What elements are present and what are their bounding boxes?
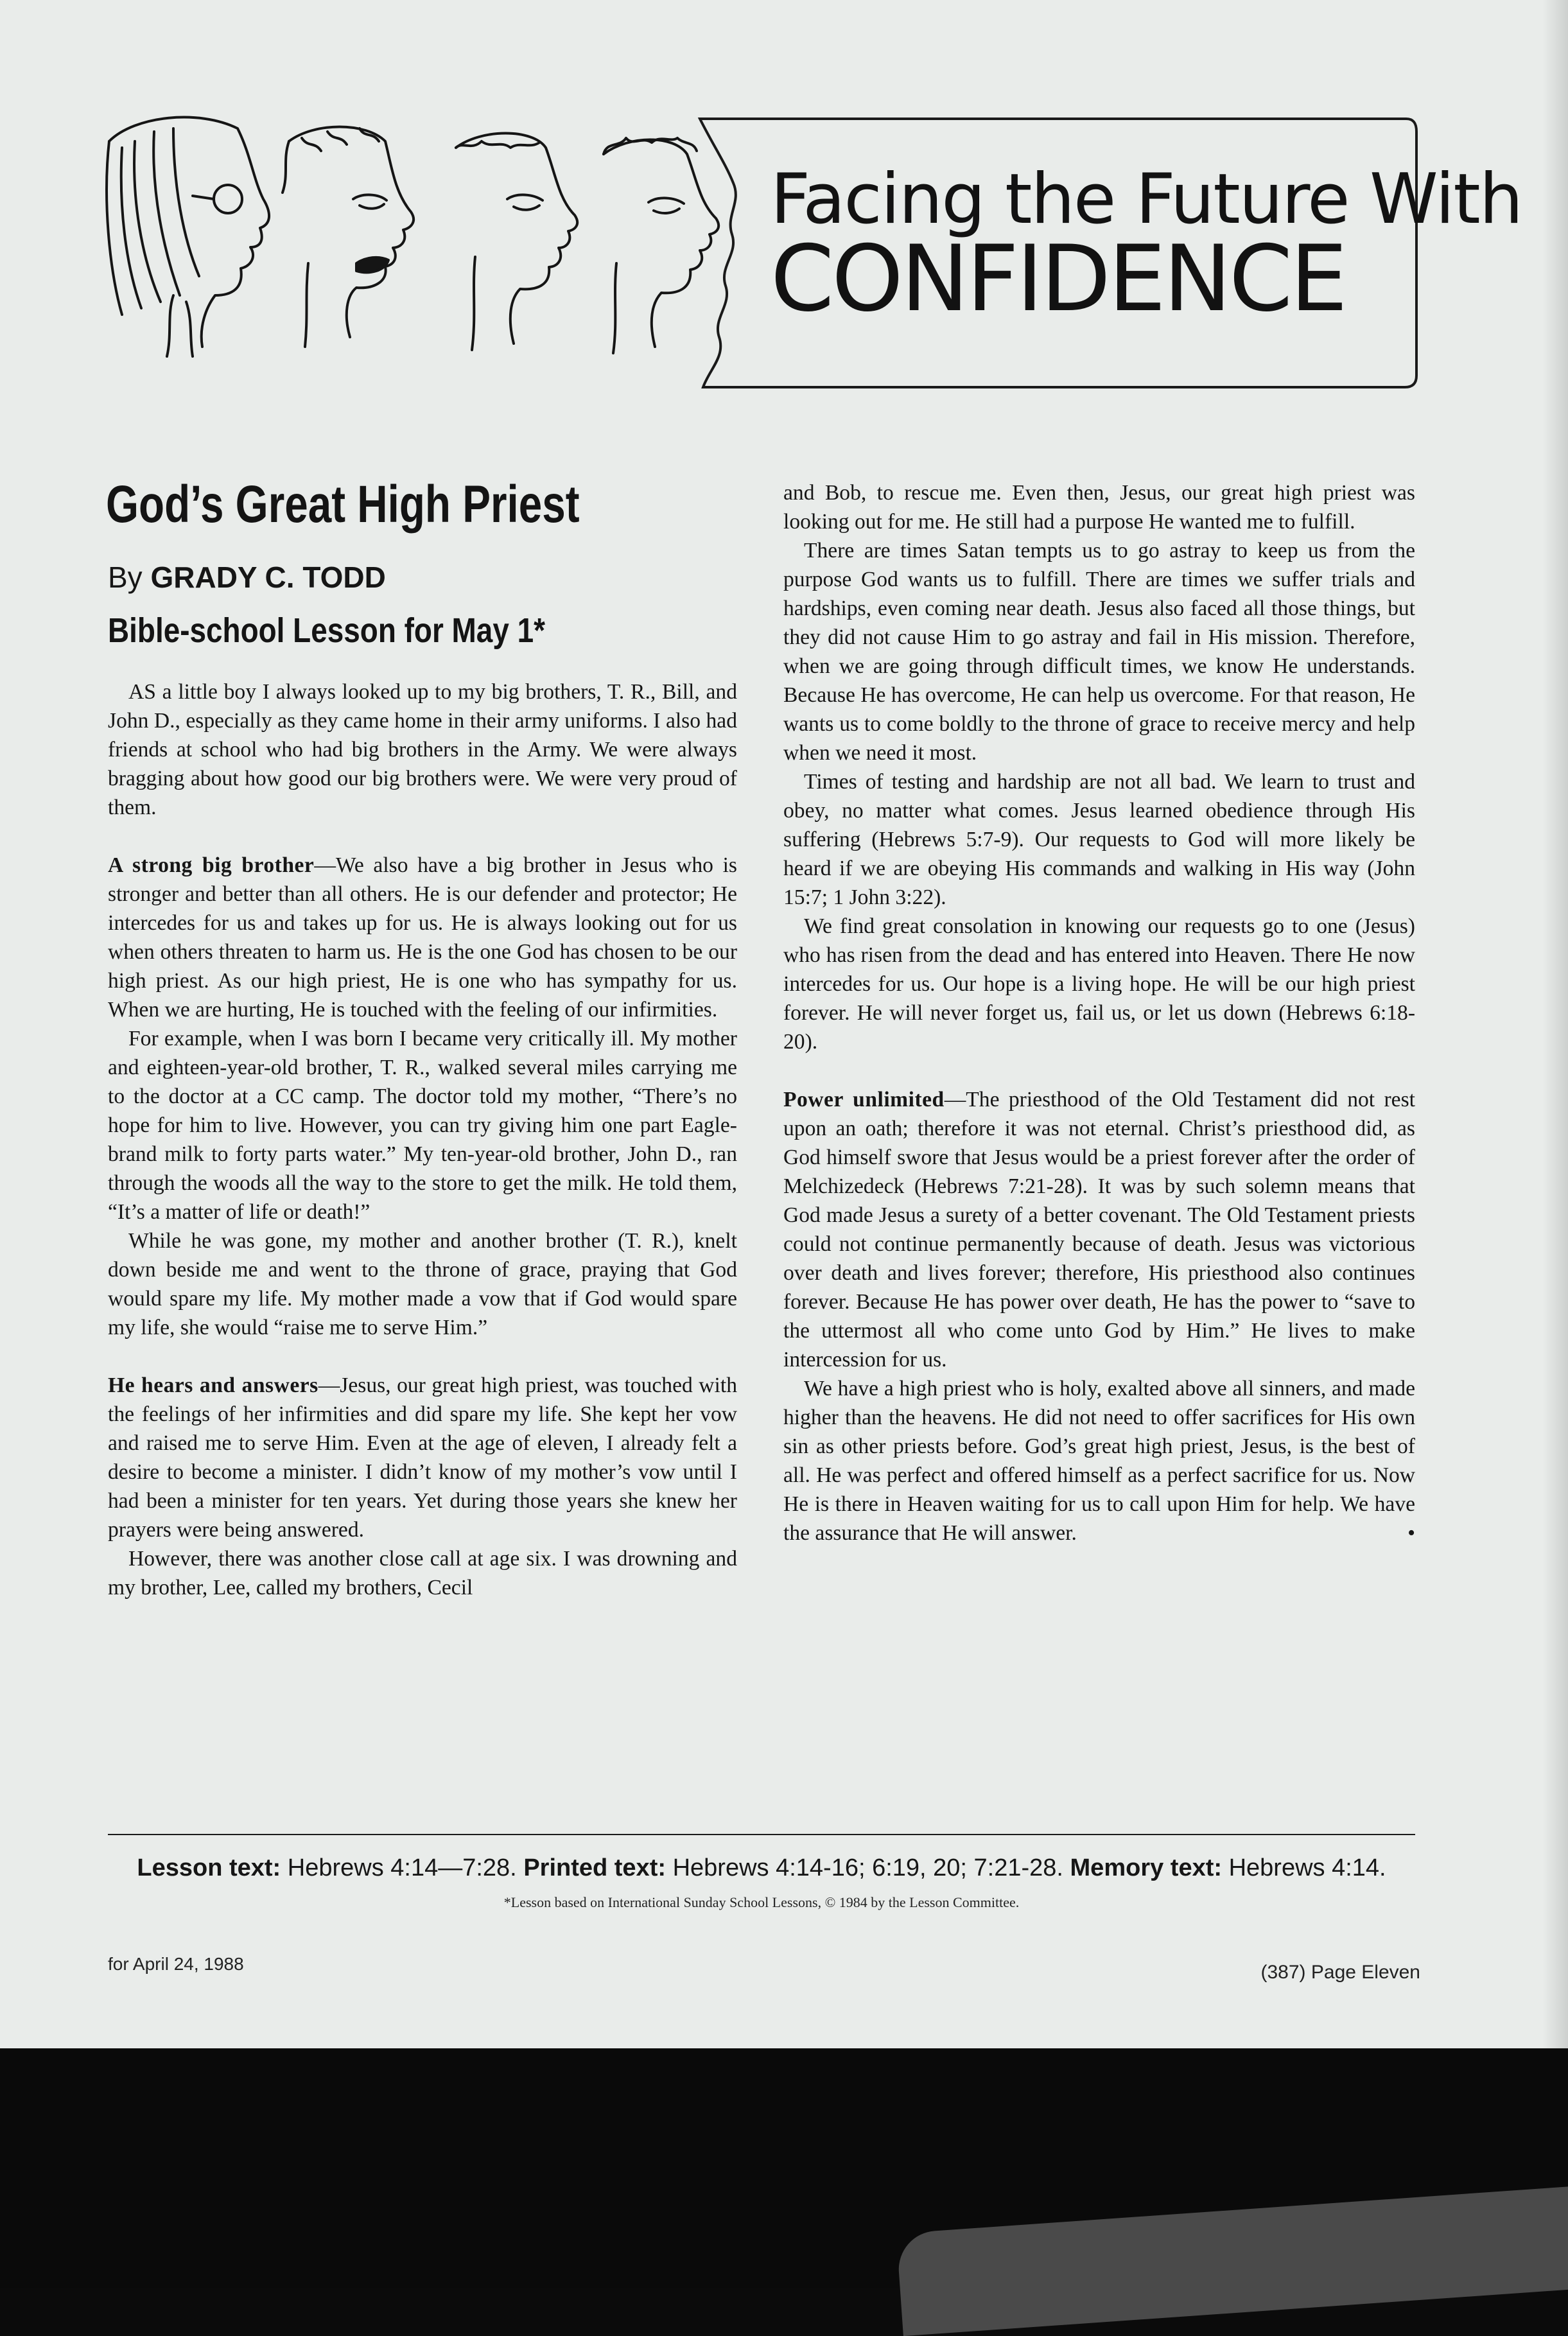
paragraph: A strong big brother—We also have a big brother in Jesus who is stronger and better than all others. He is our defender and protector; He intercedes for us and takes up for us. He is always looking out for us when others threaten to harm us. He is the one God has chosen to be our high priest. As our high priest, He is one who has sympathy for us. When we are hurting, He is touched with the feeling of our infirmities. bbox=[108, 853, 737, 1022]
paragraph: and Bob, to rescue me. Even then, Jesus, our great high priest was looking out for me. He still had a purpose He wanted me to fulfill. bbox=[783, 481, 1415, 534]
printed-text: Hebrews 4:14-16; 6:19, 20; 7:21-28. bbox=[672, 1854, 1063, 1881]
paragraph: There are times Satan tempts us to go astray to keep us from the purpose God wants us to fulfill. There are times we suffer trials and hardships, even coming near death. Jesus also faced all those things, but they did not cause Him to go astray and fail in His mission. Therefore, when we are going through difficult times, we know He understands. Because He has overcome, He can help us overcome. For that reason, He wants us to come boldly to the throne of grace to receive mercy and help when we need it most. bbox=[783, 539, 1415, 765]
scanner-edge bbox=[896, 2184, 1568, 2336]
page-edge-shadow bbox=[1542, 0, 1568, 2048]
paragraph: However, there was another close call at age six. I was drowning and my brother, Lee, called my brothers, Cecil bbox=[108, 1547, 737, 1599]
paragraph: While he was gone, my mother and another brother (T. R.), knelt down beside me and went to the throne of grace, praying that God would spare my life. My mother made a vow that if God would spare my life, she would “raise me to serve Him.” bbox=[108, 1229, 737, 1339]
right-column bbox=[783, 478, 1415, 1547]
lesson-heading: Bible-school Lesson for May 1* bbox=[108, 611, 545, 650]
memory-text: Hebrews 4:14. bbox=[1228, 1854, 1386, 1881]
banner-title-line2: CONFIDENCE bbox=[771, 226, 1345, 332]
paragraph: Times of testing and hardship are not all bad. We learn to trust and obey, no matter what comes. Jesus learned obedience through His suffering (Hebrews 5:7-9). Our requests to God will more likely be heard if we are obeying His commands and walking in His way (John 15:7; 1 John 3:22). bbox=[783, 770, 1415, 909]
author-name: GRADY C. TODD bbox=[150, 561, 386, 594]
paragraph: Power unlimited—The priesthood of the Old Testament did not rest upon an oath; therefore it was not eternal. Christ’s priesthood did, as God himself swore that Jesus would be a priest forever after the order of Melchizedeck (Hebrews 7:21-28). It was by such solemn means that God made Jesus a surety of a better covenant. The Old Testament priests could not continue permanently because of death. Jesus was victorious over death and lives forever; therefore, His priesthood also continues forever. Because He has power over death, He has the power to “save to the uttermost all who come unto God by Him.” He lives to make intercession for us. bbox=[783, 1088, 1415, 1372]
left-column bbox=[108, 677, 737, 1602]
section-lead: Power unlimited bbox=[783, 1088, 945, 1111]
paragraph: We have a high priest who is holy, exalted above all sinners, and made higher than the heavens. He did not need to offer sacrifices for His own sin as other priests before. God’s great high priest, Jesus, is the best of all. He was perfect and offered himself as a perfect sacrifice for us. Now He is there in Heaven waiting for us to call upon Him for help. We have the assurance that He will answer. • bbox=[783, 1374, 1415, 1547]
byline bbox=[108, 560, 386, 595]
section-lead: A strong big brother bbox=[108, 853, 315, 877]
lesson-references bbox=[108, 1854, 1415, 1882]
banner-title-line1: Facing the Future With bbox=[771, 159, 1522, 240]
footer-rule bbox=[108, 1834, 1415, 1835]
paragraph: AS a little boy I always looked up to my big brothers, T. R., Bill, and John D., especially as they came home in their army uniforms. I also had friends at school who had big brothers in the Army. We were always bragging about how good our big brothers were. We were very proud of them. bbox=[108, 680, 737, 819]
article-title: God’s Great High Priest bbox=[106, 475, 580, 534]
scanner-background bbox=[0, 2048, 1568, 2288]
printed-text-label: Printed text: bbox=[523, 1854, 666, 1881]
end-mark: • bbox=[1407, 1521, 1415, 1545]
faces-profile-illustration bbox=[96, 103, 777, 405]
paragraph: We find great consolation in knowing our requests go to one (Jesus) who has risen from the dead and has entered into Heaven. There He now intercedes for us. Our hope is a living hope. He will be our high priest forever. He will never forget us, fail us, or let us down (Hebrews 6:18-20). bbox=[783, 914, 1415, 1054]
byline-prefix: By bbox=[108, 561, 143, 594]
memory-text-label: Memory text: bbox=[1070, 1854, 1223, 1881]
footnote: *Lesson based on International Sunday School Lessons, © 1984 by the Lesson Committee. bbox=[503, 1894, 1020, 1910]
page-number: (387) Page Eleven bbox=[1260, 1962, 1420, 1983]
lesson-text-label: Lesson text: bbox=[137, 1854, 281, 1881]
lesson-text: Hebrews 4:14—7:28. bbox=[287, 1854, 517, 1881]
paragraph: For example, when I was born I became very critically ill. My mother and eighteen-year-old brother, T. R., walked several miles carrying me to the doctor at a CC camp. The doctor told my mother, “There’s no hope for him to live. However, you can try giving him one part Eagle-brand milk to forty parts water.” My ten-year-old brother, John D., ran through the woods all the way to the store to get the milk. He told them, “It’s a matter of life or death!” bbox=[108, 1027, 737, 1224]
issue-date: for April 24, 1988 bbox=[108, 1954, 244, 1974]
paragraph: He hears and answers—Jesus, our great high priest, was touched with the feelings of her infirmities and did spare my life. She kept her vow and raised me to serve Him. Even at the age of eleven, I already felt a desire to become a minister. I didn’t know of my mother’s vow until I had been a minister for ten years. Yet during those years she knew her prayers were being answered. bbox=[108, 1373, 737, 1542]
section-lead: He hears and answers bbox=[108, 1373, 318, 1397]
